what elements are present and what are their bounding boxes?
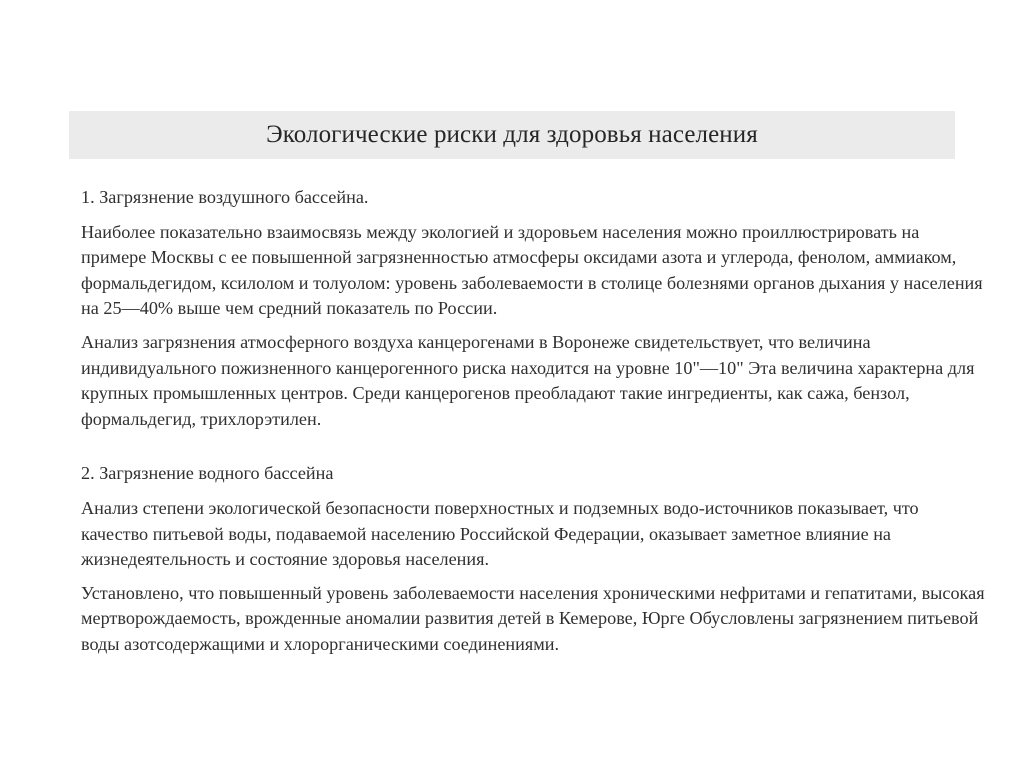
title-bar — [69, 111, 955, 159]
section-heading-water: 2. Загрязнение водного бассейна — [81, 463, 334, 484]
paragraph-water-diseases: Установлено, что повышенный уровень заболеваемости населения хроническими нефритами и гепатитами, высокая мертворождаемость, врожденные аномалии развития детей в Кемерове, Юрге Обусловлены загрязнением питьевой воды азотсодержащими и хлорорганическими соединениями. — [81, 582, 985, 654]
paragraph-air-voronezh: Анализ загрязнения атмосферного воздуха канцерогенами в Воронеже свидетельствует, что величина индивидуального пожизненного канцерогенного риска находится на уровне 10"—10" Эта величина характерна для крупных промышленных центров. Среди канцерогенов преобладают такие ингредиенты, как сажа, бензол, формальдегид, трихлорэтилен. — [81, 331, 975, 429]
slide-content — [81, 185, 986, 658]
paragraph-air-moscow: Наиболее показательно взаимосвязь между экологией и здоровьем населения можно проиллюстрировать на примере Москвы с ее повышенной загрязненностью атмосферы оксидами азота и углерода, фенолом, аммиаком, формальдегидом, ксилолом и толуолом: уровень заболеваемости в столице болезнями органов дыхания у населения на 25—40% выше чем средний показатель по России. — [81, 221, 983, 319]
section-heading-air: 1. Загрязнение воздушного бассейна. — [81, 187, 369, 207]
slide-title: Экологические риски для здоровья населения — [266, 121, 758, 148]
paragraph-water-quality: Анализ степени экологической безопасности поверхностных и подземных водо-источников показывает, что качество питьевой воды, подаваемой населению Российской Федерации, оказывает заметное влияние на жизнедеятельность и состояние здоровья населения. — [81, 497, 919, 570]
